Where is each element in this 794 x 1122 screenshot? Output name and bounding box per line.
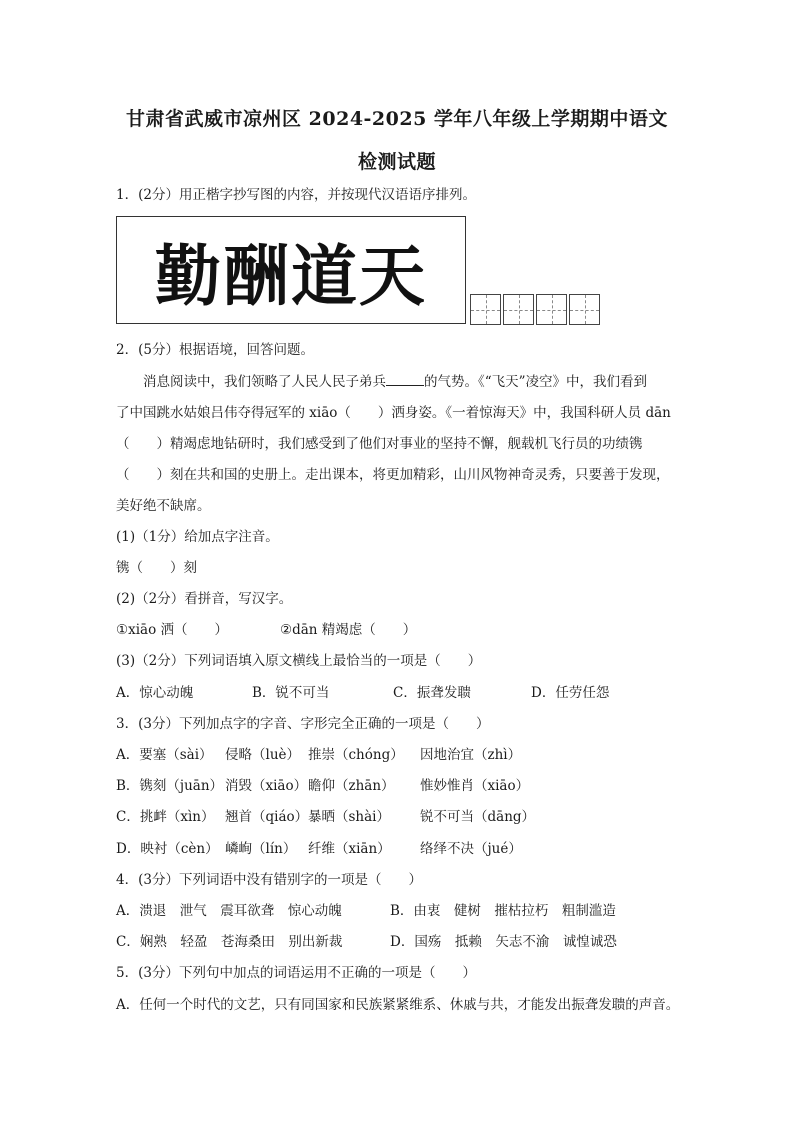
passage-text: 消息阅读中，我们领略了人民人民子弟兵 <box>143 374 386 390</box>
sub-question-2-b: ②dān 精竭虑（ ） <box>280 622 417 638</box>
grid-cell[interactable] <box>503 294 534 325</box>
sub-question-1: (1)（1分）给加点字注音。 <box>116 529 279 545</box>
q3-option-a-1: A．要塞（sài） <box>116 747 213 763</box>
sub-question-2: (2)（2分）看拼音，写汉字。 <box>116 591 293 607</box>
q4-option-d: D．国殇 抵赖 矢志不渝 诚惶诚恐 <box>390 934 617 950</box>
grid-cell[interactable] <box>470 294 501 325</box>
grid-cell[interactable] <box>536 294 567 325</box>
q3-option-c-3: 暴晒（shài） <box>308 809 390 825</box>
sub-question-3: (3)（2分）下列词语填入原文横线上最恰当的一项是（ ） <box>116 653 482 669</box>
option-d: D．任劳任怨 <box>531 685 610 701</box>
question-5: 5．(3分）下列句中加点的词语运用不正确的一项是（ ） <box>116 965 476 981</box>
passage-line-1 <box>143 373 647 391</box>
q3-option-d-3: 纤维（xiān） <box>308 841 391 857</box>
q3-option-b-1: B．镌刻（juān） <box>116 778 224 794</box>
q3-option-a-2: 侵略（luè） <box>225 747 301 763</box>
question-2: 2．(5分）根据语境，回答问题。 <box>116 342 314 358</box>
q3-option-d-1: D．映衬（cèn） <box>116 841 219 857</box>
passage-line-2: 了中国跳水姑娘吕伟夺得冠军的 xiāo（ ）洒身姿。《一着惊海天》中，我国科研人员 dān <box>116 405 671 421</box>
q3-option-c-2: 翘首（qiáo） <box>225 809 309 825</box>
passage-line-3: （ ）精竭虑地钻研时，我们感受到了他们对事业的坚持不懈，舰载机飞行员的功绩镌 <box>116 436 643 452</box>
exam-subtitle: 检测试题 <box>357 151 436 173</box>
q4-option-a: A．溃退 泄气 震耳欲聋 惊心动魄 <box>116 903 342 919</box>
q4-option-c: C．娴熟 轻盈 苍海桑田 别出新裁 <box>116 934 343 950</box>
q3-option-b-3: 瞻仰（zhān） <box>308 778 395 794</box>
q3-option-a-3: 推崇（chóng） <box>308 747 404 763</box>
writing-grid[interactable] <box>468 294 600 325</box>
question-4: 4．(3分）下列词语中没有错别字的一项是（ ） <box>116 872 422 888</box>
q5-option-a: A．任何一个时代的文艺，只有同国家和民族紧紧维系、休戚与共，才能发出振聋发聩的声音。 <box>116 997 680 1013</box>
question-3: 3．(3分）下列加点字的字音、字形完全正确的一项是（ ） <box>116 716 490 732</box>
q3-option-b-2: 消毁（xiāo） <box>225 778 308 794</box>
option-a: A．惊心动魄 <box>116 685 194 701</box>
question-1: 1．(2分）用正楷字抄写图的内容，并按现代汉语语序排列。 <box>116 187 476 203</box>
calligraphy-image <box>116 216 466 324</box>
q3-option-b-4: 惟妙惟肖（xiāo） <box>420 778 530 794</box>
passage-line-4: （ ）刻在共和国的史册上。走出课本，将更加精彩，山川风物神奇灵秀，只要善于发现， <box>116 467 670 483</box>
q3-option-c-1: C．挑衅（xìn） <box>116 809 215 825</box>
q3-option-d-2: 嶙峋（lín） <box>225 841 297 857</box>
passage-line-5: 美好绝不缺席。 <box>116 498 211 514</box>
q3-option-d-4: 络绎不决（jué） <box>420 841 522 857</box>
passage-text: 的气势。《“飞天”凌空》中，我们看到 <box>424 374 648 390</box>
exam-title: 甘肃省武威市凉州区 2024-2025 学年八年级上学期期中语文 <box>126 108 668 130</box>
q3-option-a-4: 因地治宜（zhì） <box>420 747 522 763</box>
option-b: B．锐不可当 <box>252 685 330 701</box>
option-c: C．振聋发聩 <box>393 685 471 701</box>
sub-question-2-a: ①xiāo 洒（ ） <box>116 622 229 638</box>
sub-question-1-answer: 镌（ ）刻 <box>116 560 197 576</box>
grid-cell[interactable] <box>569 294 600 325</box>
calligraphy-text: 勤酬道天 <box>155 236 427 315</box>
q4-option-b: B．由衷 健树 摧枯拉朽 粗制滥造 <box>390 903 616 919</box>
q3-option-c-4: 锐不可当（dāng） <box>420 809 536 825</box>
fill-blank[interactable] <box>386 373 424 386</box>
